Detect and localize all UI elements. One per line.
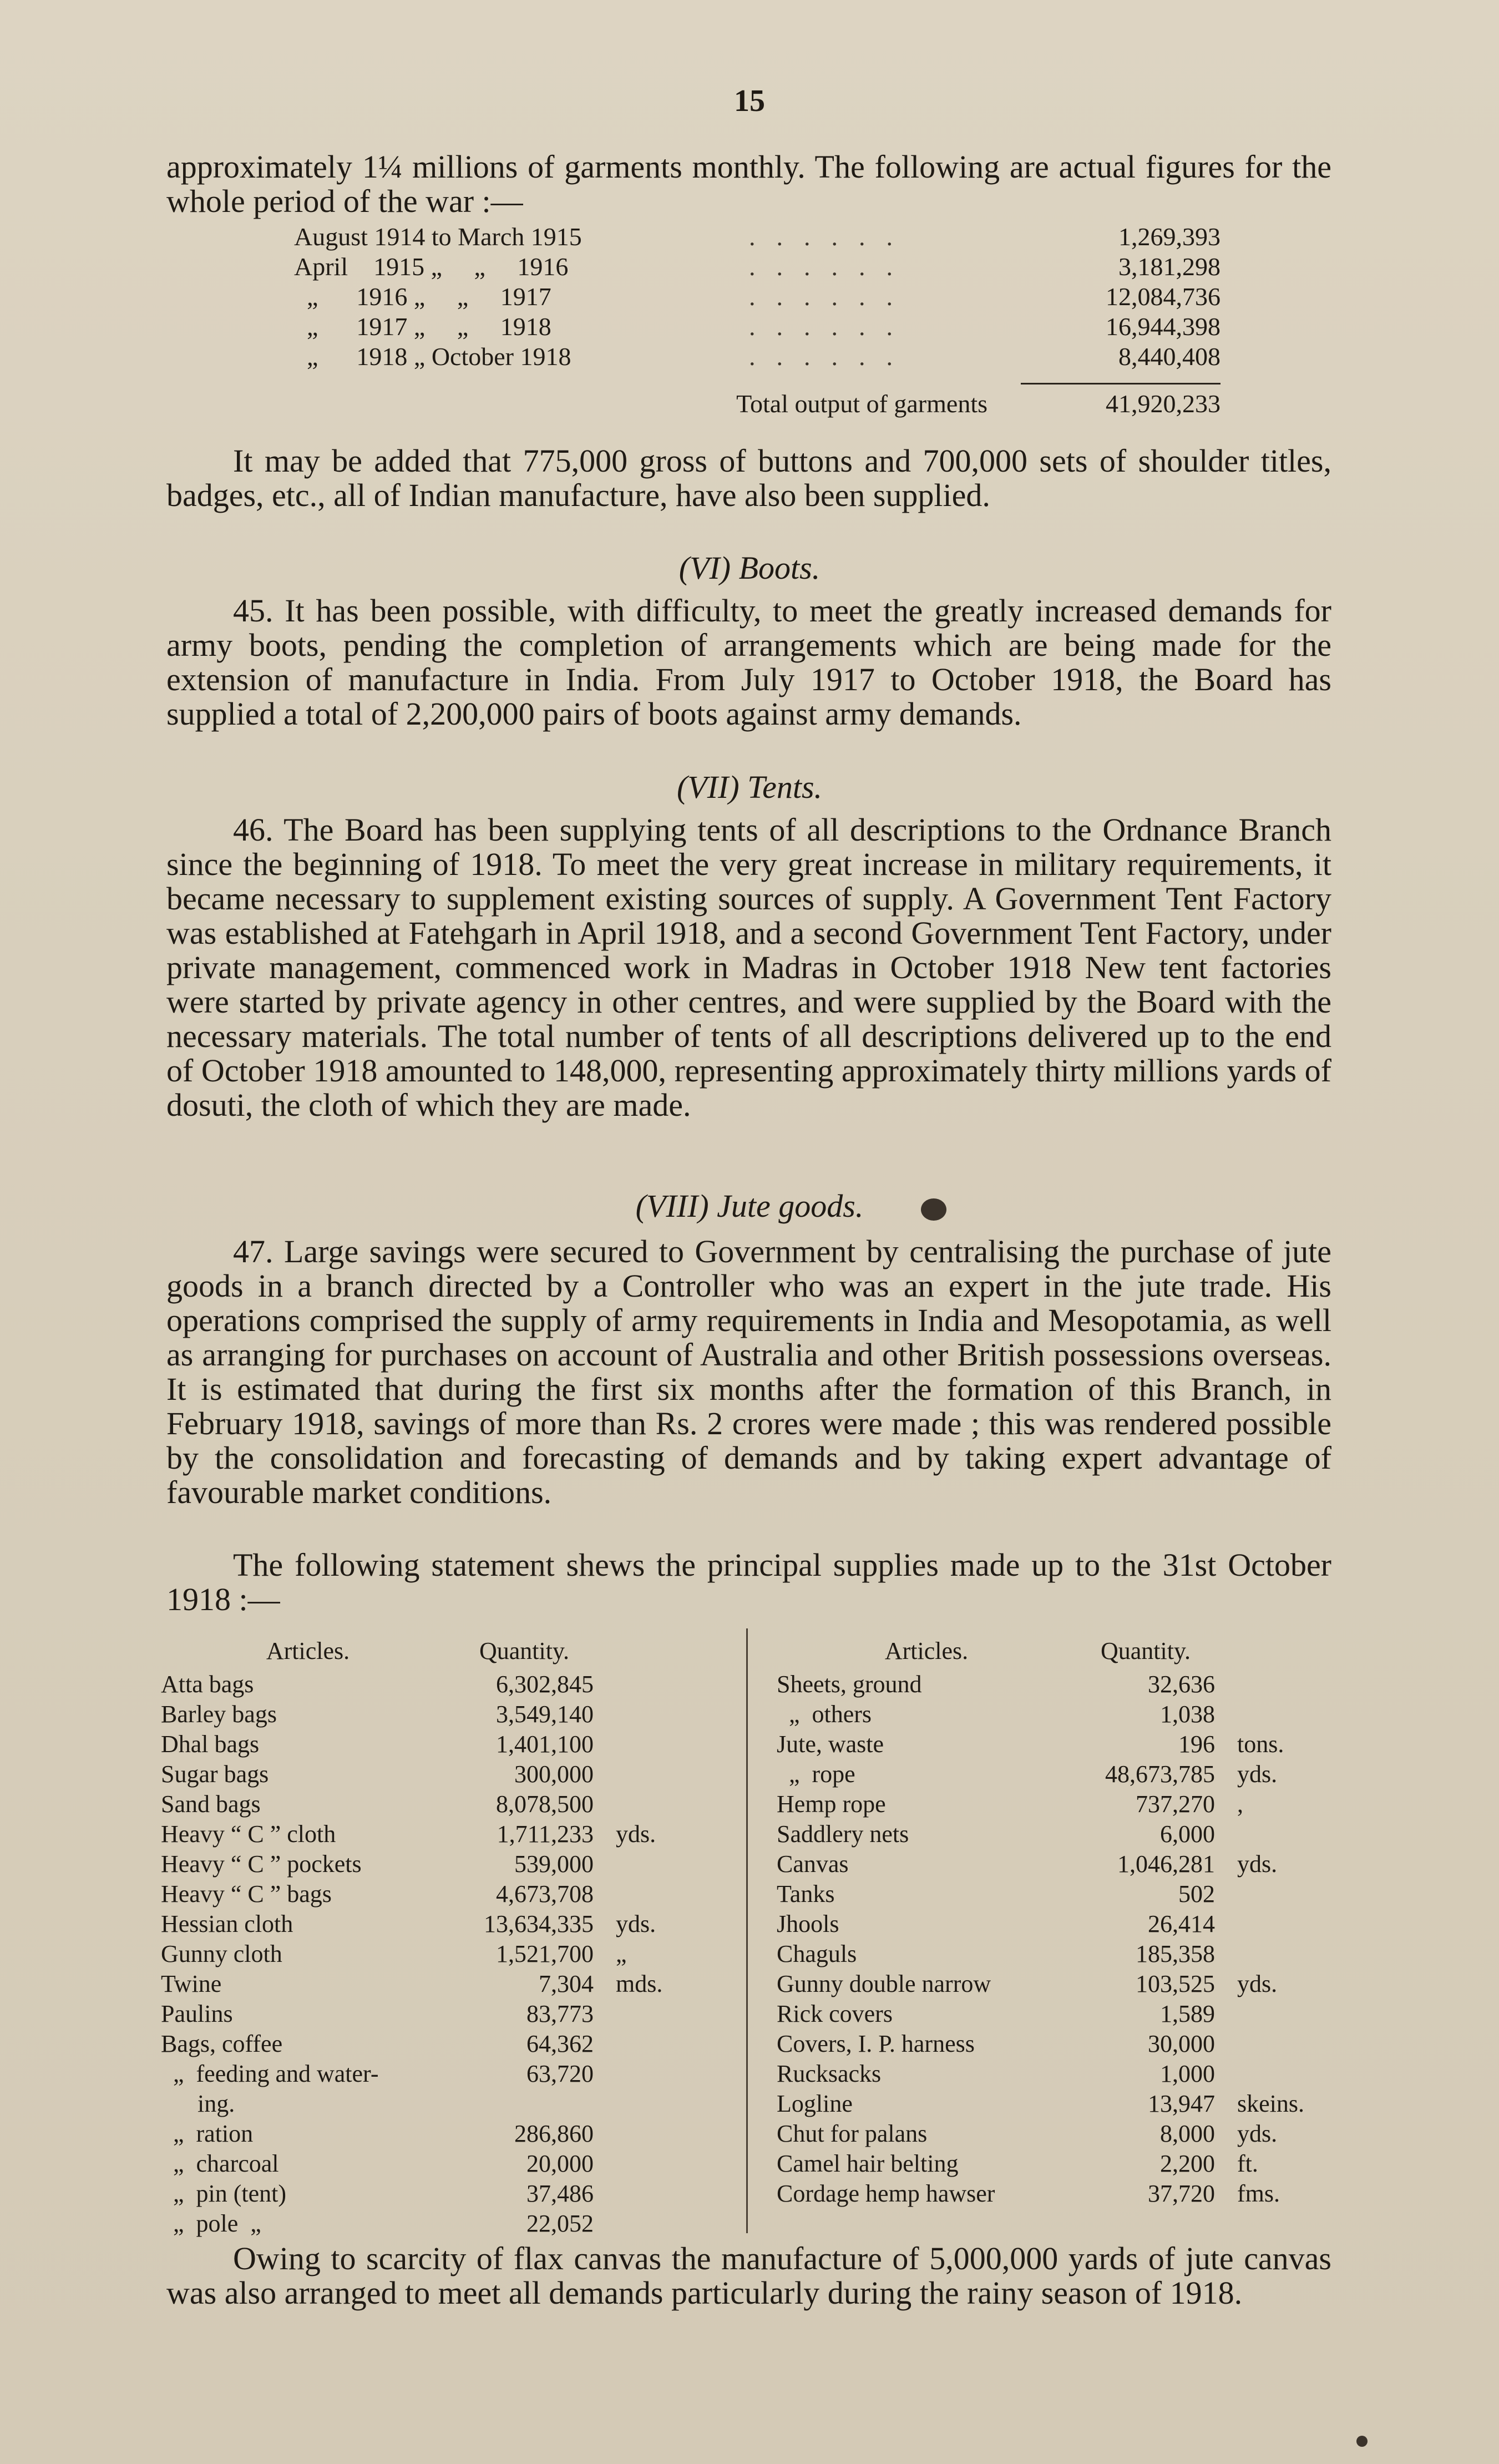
article-cell: „ pin (tent) xyxy=(161,2180,287,2207)
production-period: April 1915 „ „ 1916 xyxy=(294,252,569,281)
total-value: 41,920,233 xyxy=(1021,383,1221,418)
article-cell: Covers, I. P. harness xyxy=(777,2030,975,2057)
quantity-cell: 8,078,500 xyxy=(496,1790,594,1818)
quantity-cell: 37,486 xyxy=(526,2180,594,2207)
table-row xyxy=(161,1970,738,2000)
quantity-cell: 13,947 xyxy=(1148,2090,1215,2117)
article-cell: Rucksacks xyxy=(777,2060,882,2087)
table-row xyxy=(161,1700,738,1730)
table-row xyxy=(161,2209,738,2239)
table-row xyxy=(777,1880,1331,1910)
article-cell: Heavy “ C ” bags xyxy=(161,1880,332,1908)
header-quantity: Quantity. xyxy=(479,1637,570,1664)
quantity-cell: 196 xyxy=(1178,1731,1215,1758)
quantity-cell: 2,200 xyxy=(1160,2150,1215,2177)
quantity-cell: 83,773 xyxy=(526,2000,594,2027)
table-divider xyxy=(746,1628,748,2233)
production-period: August 1914 to March 1915 xyxy=(294,222,582,251)
table-row xyxy=(777,2089,1331,2119)
table-row xyxy=(161,1790,738,1820)
article-cell: ing. xyxy=(161,2090,235,2117)
article-cell: Paulins xyxy=(161,2000,233,2027)
table-row xyxy=(161,1940,738,1970)
buttons-paragraph: It may be added that 775,000 gross of buttons and 700,000 sets of shoulder titles, badges, etc., all of Indian manufacture, have also been supplied. xyxy=(166,443,1331,513)
table-row xyxy=(161,2030,738,2060)
table-row xyxy=(161,1880,738,1910)
header-quantity: Quantity. xyxy=(1100,1637,1191,1664)
unit-cell: yds. xyxy=(616,1820,656,1848)
table-row xyxy=(777,1700,1331,1730)
article-cell: „ ration xyxy=(161,2120,254,2147)
quantity-cell: 8,000 xyxy=(1160,2120,1215,2147)
leader-dots: ...... xyxy=(749,222,914,251)
production-value: 1,269,393 xyxy=(1118,222,1221,251)
total-label: Total output of garments xyxy=(736,389,987,418)
table-row xyxy=(777,1760,1331,1790)
article-cell: Canvas xyxy=(777,1850,849,1878)
article-cell: „ charcoal xyxy=(161,2150,279,2177)
quantity-cell: 185,358 xyxy=(1136,1940,1215,1967)
quantity-cell: 6,000 xyxy=(1160,1820,1215,1848)
table-row xyxy=(777,1790,1331,1820)
production-value: 12,084,736 xyxy=(1106,282,1221,311)
quantity-cell: 1,046,281 xyxy=(1117,1850,1215,1878)
article-cell: „ feeding and water- xyxy=(161,2060,379,2087)
table-header xyxy=(777,1637,1331,1670)
article-cell: Sand bags xyxy=(161,1790,261,1818)
table-header xyxy=(161,1637,738,1670)
table-row xyxy=(161,1910,738,1940)
unit-cell: tons. xyxy=(1237,1731,1284,1758)
table-row xyxy=(777,1670,1331,1700)
quantity-cell: 30,000 xyxy=(1148,2030,1215,2057)
intro-paragraph: approximately 1¼ millions of garments monthly. The following are actual figures for the whole period of the war :— xyxy=(166,149,1331,219)
unit-cell: , xyxy=(1237,1790,1243,1818)
table-row xyxy=(161,2119,738,2149)
quantity-cell: 37,720 xyxy=(1148,2180,1215,2207)
article-cell: Barley bags xyxy=(161,1701,277,1728)
quantity-cell: 63,720 xyxy=(526,2060,594,2087)
production-value: 16,944,398 xyxy=(1106,312,1221,341)
production-row xyxy=(294,312,1221,342)
unit-cell: yds. xyxy=(1237,1850,1278,1878)
table-row xyxy=(777,2119,1331,2149)
quantity-cell: 4,673,708 xyxy=(496,1880,594,1908)
quantity-cell: 1,401,100 xyxy=(496,1731,594,1758)
table-row xyxy=(777,2030,1331,2060)
quantity-cell: 48,673,785 xyxy=(1105,1760,1215,1788)
production-figures xyxy=(294,222,1221,418)
unit-cell: fms. xyxy=(1237,2180,1280,2207)
production-row xyxy=(294,252,1221,282)
production-row xyxy=(294,342,1221,372)
article-cell: Hessian cloth xyxy=(161,1910,293,1937)
table-row xyxy=(161,1760,738,1790)
article-cell: Cordage hemp hawser xyxy=(777,2180,995,2207)
article-cell: Dhal bags xyxy=(161,1731,260,1758)
quantity-cell: 103,525 xyxy=(1136,1970,1215,1997)
heading-boots: (VI) Boots. xyxy=(678,550,821,586)
article-cell: Tanks xyxy=(777,1880,835,1908)
quantity-cell: 6,302,845 xyxy=(496,1671,594,1698)
table-row xyxy=(161,1670,738,1700)
table-row xyxy=(161,2179,738,2209)
article-cell: Logline xyxy=(777,2090,853,2117)
production-row xyxy=(294,222,1221,252)
quantity-cell: 502 xyxy=(1178,1880,1215,1908)
article-cell: Gunny double narrow xyxy=(777,1970,991,1997)
article-cell: Rick covers xyxy=(777,2000,893,2027)
production-period: „ 1917 „ „ 1918 xyxy=(294,312,551,341)
article-cell: Heavy “ C ” cloth xyxy=(161,1820,336,1848)
table-row xyxy=(161,2000,738,2030)
unit-cell: mds. xyxy=(616,1970,663,1997)
table-row xyxy=(161,2060,738,2089)
quantity-cell: 32,636 xyxy=(1148,1671,1215,1698)
article-cell: Sheets, ground xyxy=(777,1671,922,1698)
header-articles: Articles. xyxy=(266,1637,350,1664)
unit-cell: yds. xyxy=(1237,1760,1278,1788)
quantity-cell: 7,304 xyxy=(539,1970,594,1997)
table-row xyxy=(777,1820,1331,1850)
heading-jute-goods: (VIII) Jute goods. xyxy=(635,1188,864,1224)
production-value: 8,440,408 xyxy=(1118,342,1221,371)
quantity-cell: 539,000 xyxy=(514,1850,594,1878)
article-cell: Jute, waste xyxy=(777,1731,884,1758)
production-row xyxy=(294,282,1221,312)
article-cell: Gunny cloth xyxy=(161,1940,282,1967)
production-total xyxy=(294,383,1221,418)
article-cell: Bags, coffee xyxy=(161,2030,283,2057)
table-row xyxy=(161,1850,738,1880)
article-cell: Camel hair belting xyxy=(777,2150,959,2177)
quantity-cell: 286,860 xyxy=(514,2120,594,2147)
ink-blot xyxy=(921,1198,946,1221)
table-row xyxy=(777,1850,1331,1880)
table-row xyxy=(161,1730,738,1760)
quantity-cell: 1,589 xyxy=(1160,2000,1215,2027)
article-cell: Jhools xyxy=(777,1910,839,1937)
table-row xyxy=(777,1940,1331,1970)
production-period: „ 1918 „ October 1918 xyxy=(294,342,571,371)
header-articles: Articles. xyxy=(884,1637,969,1664)
quantity-cell: 1,000 xyxy=(1160,2060,1215,2087)
leader-dots: ...... xyxy=(749,282,914,311)
quantity-cell: 1,038 xyxy=(1160,1701,1215,1728)
table-row xyxy=(161,1820,738,1850)
article-cell: „ others xyxy=(777,1701,872,1728)
page-number: 15 xyxy=(734,84,765,118)
table-row xyxy=(777,2000,1331,2030)
article-cell: Saddlery nets xyxy=(777,1820,909,1848)
leader-dots: ...... xyxy=(749,252,914,281)
article-cell: Hemp rope xyxy=(777,1790,886,1818)
article-cell: Chut for palans xyxy=(777,2120,928,2147)
leader-dots: ...... xyxy=(749,312,914,341)
quantity-cell: 300,000 xyxy=(514,1760,594,1788)
quantity-cell: 1,711,233 xyxy=(497,1820,594,1848)
table-row xyxy=(777,1730,1331,1760)
article-cell: „ rope xyxy=(777,1760,855,1788)
table-row xyxy=(161,2089,738,2119)
ink-spot xyxy=(1356,2436,1368,2447)
article-cell: Heavy “ C ” pockets xyxy=(161,1850,362,1878)
heading-tents: (VII) Tents. xyxy=(676,769,823,805)
paragraph-46: 46. The Board has been supplying tents of all descriptions to the Ordnance Branch since the beginning of 1918. To meet the very great increase in military requirements, it became necessary to supplement existing sources of supply. A Government Tent Factory was established at Fatehgarh in April 1918, and a second Government Tent Factory, under private management, commenced work in Madras in October 1918 New tent factories were started by private agency in other centres, and were supplied by the Board with the necessary materials. The total number of tents of all descriptions delivered up to the end of October 1918 amounted to 148,000, representing approximately thirty millions yards of dosuti, the cloth of which they are made. xyxy=(166,812,1331,1123)
flax-paragraph: Owing to scarcity of flax canvas the manufacture of 5,000,000 yards of jute canvas was also arranged to meet all demands particularly during the rainy season of 1918. xyxy=(166,2240,1331,2311)
quantity-cell: 22,052 xyxy=(526,2210,594,2237)
table-row xyxy=(777,2060,1331,2089)
unit-cell: ft. xyxy=(1237,2150,1258,2177)
table-row xyxy=(777,2149,1331,2179)
quantity-cell: 64,362 xyxy=(526,2030,594,2057)
leader-dots: ...... xyxy=(749,342,914,371)
quantity-cell: 3,549,140 xyxy=(496,1701,594,1728)
supplies-table-right xyxy=(777,1637,1331,2209)
unit-cell: yds. xyxy=(616,1910,656,1937)
article-cell: Atta bags xyxy=(161,1671,254,1698)
quantity-cell: 26,414 xyxy=(1148,1910,1215,1937)
table-row xyxy=(777,2179,1331,2209)
unit-cell: yds. xyxy=(1237,1970,1278,1997)
paragraph-47: 47. Large savings were secured to Government by centralising the purchase of jute goods in a branch directed by a Controller who was an expert in the jute trade. His operations comprised the supply of army requirements in India and Mesopotamia, as well as arranging for purchases on account of Australia and other British possessions overseas. It is estimated that during the first six months after the formation of this Branch, in February 1918, savings of more than Rs. 2 crores were made ; this was rendered possible by the consolidation and forecasting of demands and by taking expert advantage of favourable market conditions. xyxy=(166,1233,1331,1510)
paragraph-45: 45. It has been possible, with difficulty, to meet the greatly increased demands for army boots, pending the completion of arrangements which are being made for the extension of manufacture in India. From July 1917 to October 1918, the Board has supplied a total of 2,200,000 pairs of boots against army demands. xyxy=(166,593,1331,732)
supplies-table-left xyxy=(161,1637,738,2239)
unit-cell: yds. xyxy=(1237,2120,1278,2147)
article-cell: „ pole „ xyxy=(161,2210,261,2237)
article-cell: Twine xyxy=(161,1970,222,1997)
production-value: 3,181,298 xyxy=(1118,252,1221,281)
article-cell: Sugar bags xyxy=(161,1760,269,1788)
quantity-cell: 1,521,700 xyxy=(496,1940,594,1967)
table-row xyxy=(161,2149,738,2179)
quantity-cell: 13,634,335 xyxy=(484,1910,594,1937)
article-cell: Chaguls xyxy=(777,1940,857,1967)
unit-cell: skeins. xyxy=(1237,2090,1304,2117)
unit-cell: „ xyxy=(616,1940,627,1967)
table-row xyxy=(777,1910,1331,1940)
quantity-cell: 20,000 xyxy=(526,2150,594,2177)
table-row xyxy=(777,1970,1331,2000)
statement-paragraph: The following statement shews the principal supplies made up to the 31st October 1918 :— xyxy=(166,1547,1331,1617)
production-period: „ 1916 „ „ 1917 xyxy=(294,282,551,311)
quantity-cell: 737,270 xyxy=(1136,1790,1215,1818)
